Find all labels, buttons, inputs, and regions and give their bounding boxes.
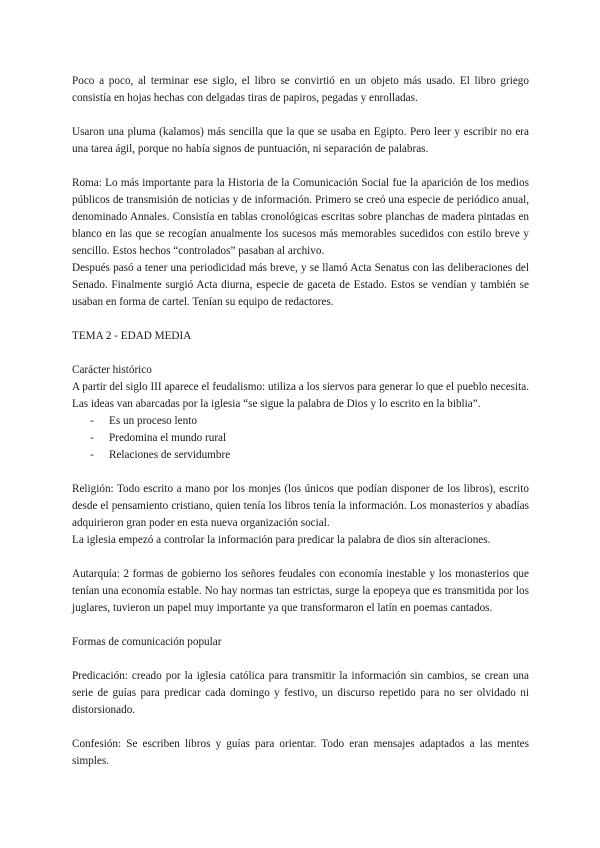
paragraph-acta-senatus: Después pasó a tener una periodicidad más breve, y se llamó Acta Senatus con las deliberaciones del Senado. Finalmente surgió Acta diurna, especie de gaceta de Estado. Estos se vendían y también se usaban en forma de cartel. Tenían su equipo de redactores. (72, 262, 529, 308)
document-page (72, 73, 529, 770)
spacer (72, 464, 529, 481)
list-item (72, 430, 529, 447)
spacer (72, 345, 529, 362)
list-item-text: Predomina el mundo rural (109, 432, 227, 444)
paragraph-iglesia: La iglesia empezó a controlar la información para predicar la palabra de dios sin alteraciones. (72, 534, 491, 546)
paragraph-confesion: Confesión: Se escriben libros y guías para orientar. Todo eran mensajes adaptados a las mentes simples. (72, 738, 529, 767)
paragraph-pluma-kalamos: Usaron una pluma (kalamos) más sencilla que la que se usaba en Egipto. Pero leer y escribir no era una tarea ágil, porque no había signos de puntuación, ni separación de palabras. (72, 126, 529, 155)
paragraph-feudalismo: A partir del siglo III aparece el feudalismo: utiliza a los siervos para generar lo que el pueblo necesita. Las ideas van abarcadas por la iglesia “se sigue la palabra de Dios y lo escrito en la biblia”. (72, 381, 529, 410)
spacer (72, 719, 529, 736)
paragraph-religion: Religión: Todo escrito a mano por los monjes (los únicos que podían disponer de los libros), escrito desde el pensamiento cristiano, quien tenía los libros tenía la información. Los monasterios y abadías adquirieron gran poder en esta nueva organización social. (72, 483, 529, 529)
spacer (72, 617, 529, 634)
paragraph-predicacion: Predicación: creado por la iglesia católica para transmitir la información sin cambios, se crean una serie de guías para predicar cada domingo y festivo, un discurso repetido para no ser olvidado ni distorsionado. (72, 670, 529, 716)
subheading-formas-comunicacion: Formas de comunicación popular (72, 636, 222, 648)
dash-marker: - (90, 449, 94, 461)
list-item-text: Es un proceso lento (109, 415, 197, 427)
spacer (72, 311, 529, 328)
spacer (72, 549, 529, 566)
list-item (72, 447, 529, 464)
spacer (72, 651, 529, 668)
dash-marker: - (90, 432, 94, 444)
list-item-text: Relaciones de servidumbre (109, 449, 231, 461)
spacer (72, 107, 529, 124)
paragraph-libro-griego: Poco a poco, al terminar ese siglo, el libro se convirtió en un objeto más usado. El libro griego consistía en hojas hechas con delgadas tiras de papiros, pegadas y enrolladas. (72, 75, 529, 104)
list-item (72, 413, 529, 430)
bullet-list (72, 413, 529, 464)
paragraph-autarquia: Autarquía: 2 formas de gobierno los señores feudales con economía inestable y los monasterios que tenían una economía estable. No hay normas tan estrictas, surge la epopeya que es transmitida por los juglares, tuvieron un papel muy importante ya que transformaron el latín en poemas cantados. (72, 568, 529, 614)
spacer (72, 158, 529, 175)
subheading-caracter-historico: Carácter histórico (72, 364, 152, 376)
section-heading-tema-2: TEMA 2 - EDAD MEDIA (72, 330, 192, 342)
paragraph-roma: Roma: Lo más importante para la Historia de la Comunicación Social fue la aparición de los medios públicos de transmisión de noticias y de información. Primero se creó una especie de periódico anual, denominado Annales. Consistía en tablas cronológicas escritas sobre planchas de madera pintadas en blanco en las que se recogían anualmente los sucesos más memorables sucedidos con estilo breve y sencillo. Estos hechos “controlados” pasaban al archivo. (72, 177, 529, 257)
dash-marker: - (90, 415, 94, 427)
